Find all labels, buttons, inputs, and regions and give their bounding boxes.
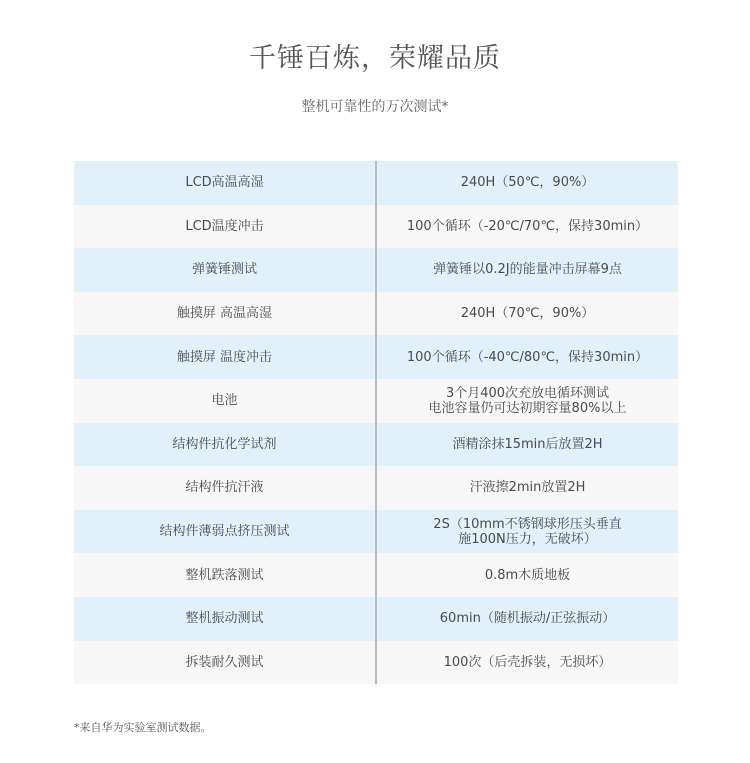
test-spec-cell: 100个循环（-40℃/80℃，保持30min） xyxy=(406,349,649,365)
test-name-cell: LCD温度冲击 xyxy=(185,218,264,234)
test-name-cell: LCD高温高湿 xyxy=(185,175,264,191)
test-spec-cell: 240H（50℃，90%） xyxy=(460,175,595,191)
test-name-cell: 触摸屏 高温高湿 xyxy=(176,306,273,322)
test-spec-cell: 2S（10mm不锈钢球形压头垂直 施100N压力，无破坏） xyxy=(433,516,622,547)
table-row xyxy=(74,553,678,597)
table-row xyxy=(74,335,678,379)
page-title: 千锤百炼，荣耀品质 xyxy=(249,43,501,74)
table-row xyxy=(74,510,678,554)
table-row xyxy=(74,161,678,205)
table-row xyxy=(74,205,678,249)
table-row xyxy=(74,423,678,467)
footnote: *来自华为实验室测试数据。 xyxy=(74,721,212,734)
test-name-cell: 电池 xyxy=(211,393,238,409)
test-spec-cell: 酒精涂抹15min后放置2H xyxy=(452,436,603,452)
test-name-cell: 拆装耐久测试 xyxy=(185,654,264,670)
test-spec-cell: 弹簧锤以0.2J的能量冲击屏幕9点 xyxy=(433,262,622,278)
test-name-cell: 触摸屏 温度冲击 xyxy=(176,349,273,365)
test-name-cell: 弹簧锤测试 xyxy=(191,262,257,278)
test-name-cell: 结构件抗汗液 xyxy=(185,480,264,496)
table-row xyxy=(74,292,678,336)
test-name-cell: 整机振动测试 xyxy=(185,611,264,627)
test-spec-cell: 0.8m木质地板 xyxy=(484,567,571,583)
table-row xyxy=(74,466,678,510)
test-spec-cell: 汗液擦2min放置2H xyxy=(469,480,586,496)
test-spec-cell: 240H（70℃，90%） xyxy=(460,306,595,322)
table-row xyxy=(74,597,678,641)
reliability-test-table xyxy=(74,161,678,684)
test-name-cell: 结构件抗化学试剂 xyxy=(172,436,277,452)
test-spec-cell: 100次（后壳拆装，无损坏） xyxy=(443,654,612,670)
test-spec-cell: 60min（随机振动/正弦振动） xyxy=(439,611,616,627)
table-row xyxy=(74,641,678,685)
test-name-cell: 整机跌落测试 xyxy=(185,567,264,583)
test-name-cell: 结构件薄弱点挤压测试 xyxy=(159,524,290,540)
page-subtitle: 整机可靠性的万次测试* xyxy=(301,99,449,115)
test-spec-cell: 3个月400次充放电循环测试 电池容量仍可达初期容量80%以上 xyxy=(428,385,627,416)
table-row xyxy=(74,379,678,423)
table-row xyxy=(74,248,678,292)
test-spec-cell: 100个循环（-20℃/70℃，保持30min） xyxy=(406,218,649,234)
